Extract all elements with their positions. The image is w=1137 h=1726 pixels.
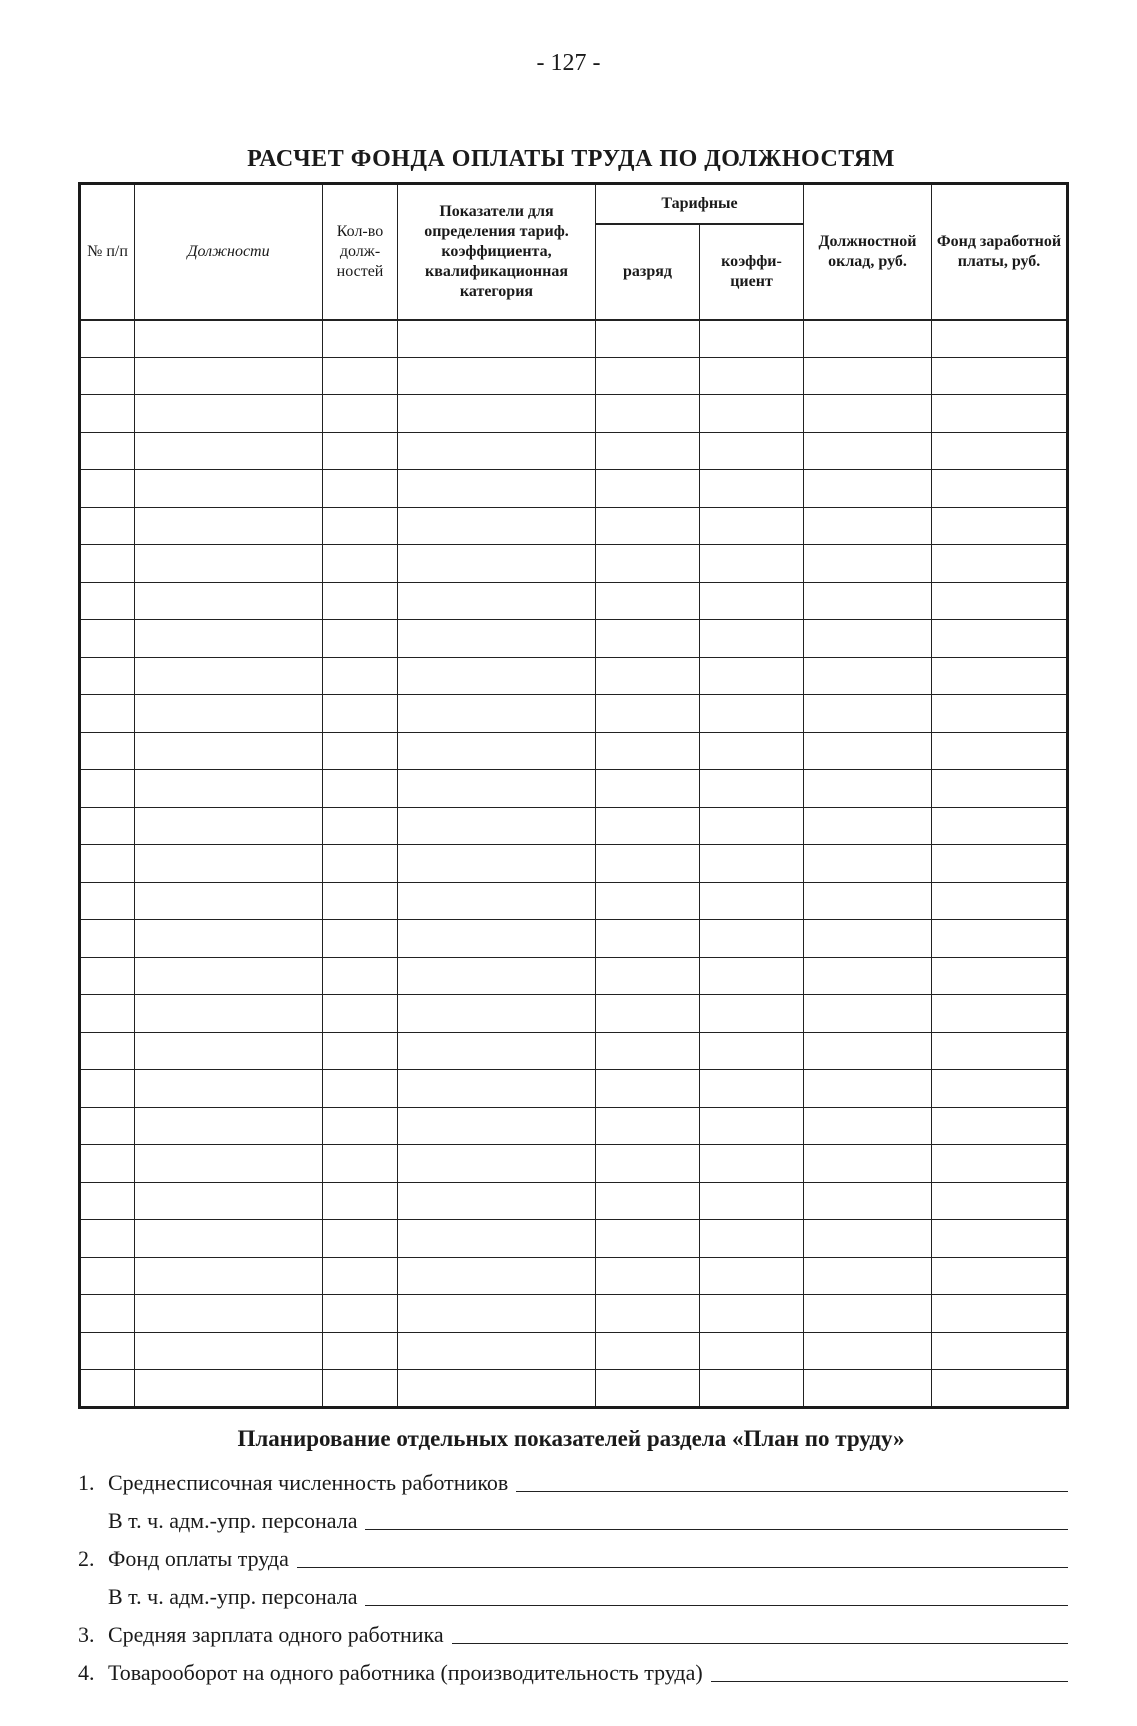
table-cell[interactable] (135, 1070, 323, 1108)
table-cell[interactable] (80, 957, 135, 995)
table-cell[interactable] (700, 1182, 804, 1220)
header-position: Должности (135, 184, 323, 320)
table-cell[interactable] (323, 732, 398, 770)
table-cell[interactable] (398, 320, 596, 358)
table-cell[interactable] (398, 845, 596, 883)
table-row (80, 995, 1068, 1033)
table-cell[interactable] (700, 845, 804, 883)
table-cell[interactable] (323, 507, 398, 545)
table-cell[interactable] (135, 432, 323, 470)
table-cell[interactable] (323, 1332, 398, 1370)
table-cell[interactable] (398, 995, 596, 1033)
table-cell[interactable] (398, 507, 596, 545)
table-cell[interactable] (804, 657, 932, 695)
page-number: - 127 - (536, 50, 601, 76)
table-row (80, 1107, 1068, 1145)
table-cell[interactable] (596, 1295, 700, 1333)
fill-in-line[interactable] (452, 1642, 1068, 1644)
table-cell[interactable] (80, 732, 135, 770)
table-cell[interactable] (80, 1295, 135, 1333)
plan-item-label: Фонд оплаты труда (108, 1546, 289, 1571)
table-row (80, 1257, 1068, 1295)
header-fund: Фонд заработной платы, руб. (932, 184, 1068, 320)
fill-in-line[interactable] (365, 1528, 1068, 1530)
table-row (80, 1032, 1068, 1070)
table-cell[interactable] (700, 470, 804, 508)
table-cell[interactable] (135, 732, 323, 770)
table-cell[interactable] (80, 807, 135, 845)
table-row (80, 545, 1068, 583)
table-cell[interactable] (135, 1032, 323, 1070)
table-cell[interactable] (135, 320, 323, 358)
table-cell[interactable] (596, 395, 700, 433)
table-cell[interactable] (323, 1370, 398, 1408)
table-cell[interactable] (323, 1032, 398, 1070)
table-cell[interactable] (804, 1107, 932, 1145)
table-cell[interactable] (323, 1107, 398, 1145)
table-cell[interactable] (323, 695, 398, 733)
plan-item-4 (78, 1656, 1068, 1686)
table-cell[interactable] (596, 545, 700, 583)
table-cell[interactable] (596, 320, 700, 358)
table-cell[interactable] (596, 1107, 700, 1145)
table-cell[interactable] (398, 1220, 596, 1258)
header-num: № п/п (80, 184, 135, 320)
table-row (80, 395, 1068, 433)
table-cell[interactable] (398, 1332, 596, 1370)
table-row (80, 732, 1068, 770)
table-cell[interactable] (323, 1220, 398, 1258)
table-cell[interactable] (700, 582, 804, 620)
table-cell[interactable] (323, 545, 398, 583)
table-cell[interactable] (80, 1070, 135, 1108)
table-cell[interactable] (80, 320, 135, 358)
table-cell[interactable] (700, 1220, 804, 1258)
table-cell[interactable] (932, 582, 1068, 620)
table-cell[interactable] (700, 732, 804, 770)
table-row (80, 957, 1068, 995)
table-cell[interactable] (596, 1070, 700, 1108)
table-cell[interactable] (596, 770, 700, 808)
table-cell[interactable] (596, 1370, 700, 1408)
table-cell[interactable] (804, 995, 932, 1033)
table-cell[interactable] (398, 545, 596, 583)
fill-in-line[interactable] (711, 1680, 1068, 1682)
table-row (80, 1332, 1068, 1370)
table-cell[interactable] (596, 920, 700, 958)
table-cell[interactable] (700, 357, 804, 395)
table-cell[interactable] (804, 357, 932, 395)
table-cell[interactable] (932, 695, 1068, 733)
salary-fund-table (78, 182, 1069, 1409)
fill-in-line[interactable] (297, 1566, 1068, 1568)
table-cell[interactable] (932, 1145, 1068, 1183)
table-cell[interactable] (80, 1332, 135, 1370)
table-cell[interactable] (596, 1145, 700, 1183)
table-cell[interactable] (398, 1145, 596, 1183)
table-cell[interactable] (932, 395, 1068, 433)
table-cell[interactable] (80, 1257, 135, 1295)
plan-item-2-sub (78, 1580, 1068, 1610)
table-cell[interactable] (135, 357, 323, 395)
table-cell[interactable] (323, 882, 398, 920)
table-cell[interactable] (80, 1182, 135, 1220)
plan-item-label: Средняя зарплата одного работника (108, 1622, 444, 1647)
table-cell[interactable] (80, 1107, 135, 1145)
table-cell[interactable] (932, 545, 1068, 583)
table-cell[interactable] (135, 620, 323, 658)
table-cell[interactable] (80, 1145, 135, 1183)
table-cell[interactable] (398, 695, 596, 733)
table-cell[interactable] (804, 1182, 932, 1220)
table-row (80, 1145, 1068, 1183)
table-cell[interactable] (398, 1370, 596, 1408)
table-cell[interactable] (932, 1182, 1068, 1220)
table-cell[interactable] (700, 1257, 804, 1295)
header-grade: разряд (596, 224, 700, 320)
table-row (80, 882, 1068, 920)
plan-section-title: Планирование отдельных показателей раздела «План по труду» (237, 1426, 905, 1451)
table-cell[interactable] (596, 1332, 700, 1370)
table-cell[interactable] (700, 320, 804, 358)
plan-item-2 (78, 1542, 1068, 1572)
table-cell[interactable] (596, 470, 700, 508)
table-cell[interactable] (700, 1332, 804, 1370)
table-cell[interactable] (323, 845, 398, 883)
fill-in-line[interactable] (365, 1604, 1068, 1606)
plan-item-number: 2. (78, 1546, 95, 1571)
table-cell[interactable] (932, 1257, 1068, 1295)
table-cell[interactable] (804, 432, 932, 470)
table-cell[interactable] (323, 432, 398, 470)
plan-item-label: В т. ч. адм.-упр. персонала (108, 1584, 358, 1609)
table-cell[interactable] (596, 845, 700, 883)
table-cell[interactable] (135, 695, 323, 733)
header-count: Кол-во долж-ностей (323, 184, 398, 320)
table-cell[interactable] (596, 357, 700, 395)
table-cell[interactable] (804, 545, 932, 583)
plan-item-1-sub (78, 1504, 1068, 1534)
table-cell[interactable] (700, 545, 804, 583)
table-cell[interactable] (398, 1070, 596, 1108)
table-cell[interactable] (804, 882, 932, 920)
table-cell[interactable] (804, 395, 932, 433)
table-cell[interactable] (804, 695, 932, 733)
table-cell[interactable] (80, 1220, 135, 1258)
plan-item-number: 1. (78, 1470, 95, 1495)
table-cell[interactable] (804, 1220, 932, 1258)
table-cell[interactable] (700, 995, 804, 1033)
table-cell[interactable] (135, 1295, 323, 1333)
table-cell[interactable] (804, 582, 932, 620)
table-cell[interactable] (80, 1032, 135, 1070)
table-cell[interactable] (596, 807, 700, 845)
plan-item-label: Товарооборот на одного работника (производительность труда) (108, 1660, 703, 1685)
table-cell[interactable] (398, 395, 596, 433)
table-cell[interactable] (135, 1257, 323, 1295)
table-cell[interactable] (700, 1107, 804, 1145)
table-cell[interactable] (932, 1332, 1068, 1370)
table-cell[interactable] (804, 1370, 932, 1408)
table-body (80, 320, 1068, 1408)
table-row (80, 507, 1068, 545)
table-cell[interactable] (398, 582, 596, 620)
table-cell[interactable] (80, 507, 135, 545)
table-cell[interactable] (596, 957, 700, 995)
table-cell[interactable] (323, 770, 398, 808)
table-cell[interactable] (932, 470, 1068, 508)
table-cell[interactable] (932, 1220, 1068, 1258)
table-cell[interactable] (804, 807, 932, 845)
table-cell[interactable] (596, 1182, 700, 1220)
table-cell[interactable] (700, 695, 804, 733)
table-cell[interactable] (804, 1257, 932, 1295)
table-cell[interactable] (80, 995, 135, 1033)
table-cell[interactable] (700, 1370, 804, 1408)
table-cell[interactable] (398, 807, 596, 845)
table-cell[interactable] (804, 845, 932, 883)
table-cell[interactable] (596, 657, 700, 695)
table-cell[interactable] (932, 882, 1068, 920)
table-cell[interactable] (932, 1070, 1068, 1108)
table-cell[interactable] (932, 957, 1068, 995)
table-cell[interactable] (80, 845, 135, 883)
table-cell[interactable] (135, 657, 323, 695)
table-cell[interactable] (323, 995, 398, 1033)
plan-item-number: 3. (78, 1622, 95, 1647)
table-row (80, 582, 1068, 620)
table-row (80, 1295, 1068, 1333)
table-cell[interactable] (398, 1257, 596, 1295)
header-salary: Должностной оклад, руб. (804, 184, 932, 320)
table-row (80, 920, 1068, 958)
table-cell[interactable] (700, 1145, 804, 1183)
table-cell[interactable] (932, 507, 1068, 545)
table-cell[interactable] (700, 507, 804, 545)
table-cell[interactable] (80, 920, 135, 958)
table-cell[interactable] (398, 357, 596, 395)
table-cell[interactable] (596, 507, 700, 545)
table-cell[interactable] (932, 770, 1068, 808)
table-cell[interactable] (700, 882, 804, 920)
table-cell[interactable] (596, 732, 700, 770)
table-title: РАСЧЕТ ФОНДА ОПЛАТЫ ТРУДА ПО ДОЛЖНОСТЯМ (247, 146, 895, 172)
table-row (80, 620, 1068, 658)
table-cell[interactable] (80, 620, 135, 658)
table-cell[interactable] (135, 1220, 323, 1258)
table-cell[interactable] (323, 1295, 398, 1333)
table-cell[interactable] (135, 882, 323, 920)
table-cell[interactable] (135, 470, 323, 508)
table-cell[interactable] (932, 920, 1068, 958)
table-cell[interactable] (398, 732, 596, 770)
table-cell[interactable] (700, 770, 804, 808)
table-cell[interactable] (323, 657, 398, 695)
table-cell[interactable] (398, 920, 596, 958)
table-cell[interactable] (135, 507, 323, 545)
table-cell[interactable] (398, 657, 596, 695)
table-cell[interactable] (323, 470, 398, 508)
table-cell[interactable] (135, 545, 323, 583)
table-cell[interactable] (804, 470, 932, 508)
table-cell[interactable] (80, 357, 135, 395)
table-cell[interactable] (323, 620, 398, 658)
table-cell[interactable] (932, 357, 1068, 395)
table-cell[interactable] (596, 1220, 700, 1258)
table-cell[interactable] (80, 545, 135, 583)
table-cell[interactable] (596, 1257, 700, 1295)
table-cell[interactable] (80, 770, 135, 808)
table-cell[interactable] (804, 1295, 932, 1333)
table-cell[interactable] (700, 1070, 804, 1108)
table-cell[interactable] (700, 807, 804, 845)
table-cell[interactable] (932, 620, 1068, 658)
table-cell[interactable] (596, 582, 700, 620)
table-cell[interactable] (398, 620, 596, 658)
table-cell[interactable] (80, 1370, 135, 1408)
table-cell[interactable] (932, 320, 1068, 358)
table-row (80, 1182, 1068, 1220)
plan-item-3 (78, 1618, 1068, 1648)
table-cell[interactable] (135, 920, 323, 958)
table-cell[interactable] (398, 882, 596, 920)
table-row (80, 1220, 1068, 1258)
table-cell[interactable] (932, 995, 1068, 1033)
table-cell[interactable] (398, 432, 596, 470)
table-cell[interactable] (932, 1107, 1068, 1145)
table-cell[interactable] (398, 770, 596, 808)
table-cell[interactable] (700, 620, 804, 658)
table-cell[interactable] (596, 882, 700, 920)
table-cell[interactable] (323, 1145, 398, 1183)
table-row (80, 432, 1068, 470)
table-cell[interactable] (135, 957, 323, 995)
table-cell[interactable] (135, 845, 323, 883)
table-row (80, 470, 1068, 508)
table-cell[interactable] (135, 1370, 323, 1408)
table-cell[interactable] (804, 1332, 932, 1370)
plan-item-label: Среднесписочная численность работников (108, 1470, 509, 1495)
table-cell[interactable] (135, 1107, 323, 1145)
table-cell[interactable] (804, 1070, 932, 1108)
fill-in-line[interactable] (516, 1490, 1068, 1492)
table-cell[interactable] (323, 920, 398, 958)
table-cell[interactable] (932, 1370, 1068, 1408)
table-cell[interactable] (932, 807, 1068, 845)
table-cell[interactable] (596, 432, 700, 470)
table-cell[interactable] (804, 507, 932, 545)
table-cell[interactable] (804, 1032, 932, 1070)
table-cell[interactable] (80, 582, 135, 620)
table-cell[interactable] (135, 582, 323, 620)
table-row (80, 357, 1068, 395)
table-cell[interactable] (932, 657, 1068, 695)
plan-item-1 (78, 1466, 1068, 1496)
table-cell[interactable] (804, 620, 932, 658)
table-cell[interactable] (323, 957, 398, 995)
table-cell[interactable] (135, 995, 323, 1033)
table-cell[interactable] (80, 657, 135, 695)
table-cell[interactable] (596, 1032, 700, 1070)
table-cell[interactable] (323, 1070, 398, 1108)
table-cell[interactable] (135, 1332, 323, 1370)
table-cell[interactable] (80, 695, 135, 733)
table-row (80, 320, 1068, 358)
table-cell[interactable] (804, 1145, 932, 1183)
table-cell[interactable] (932, 1032, 1068, 1070)
table-cell[interactable] (80, 432, 135, 470)
table-cell[interactable] (323, 1182, 398, 1220)
plan-item-label: В т. ч. адм.-упр. персонала (108, 1508, 358, 1533)
table-cell[interactable] (700, 957, 804, 995)
table-cell[interactable] (398, 470, 596, 508)
table-cell[interactable] (700, 432, 804, 470)
table-cell[interactable] (323, 807, 398, 845)
table-cell[interactable] (700, 920, 804, 958)
table-cell[interactable] (804, 732, 932, 770)
table-cell[interactable] (804, 957, 932, 995)
table-cell[interactable] (804, 920, 932, 958)
table-cell[interactable] (323, 357, 398, 395)
table-cell[interactable] (80, 470, 135, 508)
table-row (80, 695, 1068, 733)
table-row (80, 657, 1068, 695)
table-cell[interactable] (932, 432, 1068, 470)
table-cell[interactable] (135, 770, 323, 808)
table-cell[interactable] (323, 320, 398, 358)
table-cell[interactable] (398, 957, 596, 995)
table-cell[interactable] (398, 1182, 596, 1220)
table-row (80, 770, 1068, 808)
table-row (80, 1070, 1068, 1108)
table-cell[interactable] (398, 1032, 596, 1070)
table-cell[interactable] (135, 1182, 323, 1220)
table-cell[interactable] (135, 1145, 323, 1183)
table-cell[interactable] (80, 395, 135, 433)
table-row (80, 1370, 1068, 1408)
table-cell[interactable] (932, 1295, 1068, 1333)
table-cell[interactable] (932, 845, 1068, 883)
table-cell[interactable] (135, 395, 323, 433)
table-cell[interactable] (596, 620, 700, 658)
table-row (80, 807, 1068, 845)
table-cell[interactable] (135, 807, 323, 845)
table-cell[interactable] (700, 1032, 804, 1070)
table-cell[interactable] (804, 770, 932, 808)
table-cell[interactable] (804, 320, 932, 358)
header-tariff: Тарифные (596, 184, 804, 224)
table-cell[interactable] (323, 1257, 398, 1295)
table-cell[interactable] (596, 695, 700, 733)
table-cell[interactable] (596, 995, 700, 1033)
table-cell[interactable] (700, 1295, 804, 1333)
header-coefficient: коэффи-циент (700, 224, 804, 320)
table-cell[interactable] (398, 1107, 596, 1145)
table-cell[interactable] (700, 657, 804, 695)
table-row (80, 845, 1068, 883)
table-cell[interactable] (80, 882, 135, 920)
plan-item-number: 4. (78, 1660, 95, 1685)
table-cell[interactable] (323, 395, 398, 433)
table-cell[interactable] (932, 732, 1068, 770)
table-cell[interactable] (398, 1295, 596, 1333)
table-cell[interactable] (700, 395, 804, 433)
header-indicators: Показатели для определения тариф. коэффициента, квалификационная категория (398, 184, 596, 320)
table-cell[interactable] (323, 582, 398, 620)
